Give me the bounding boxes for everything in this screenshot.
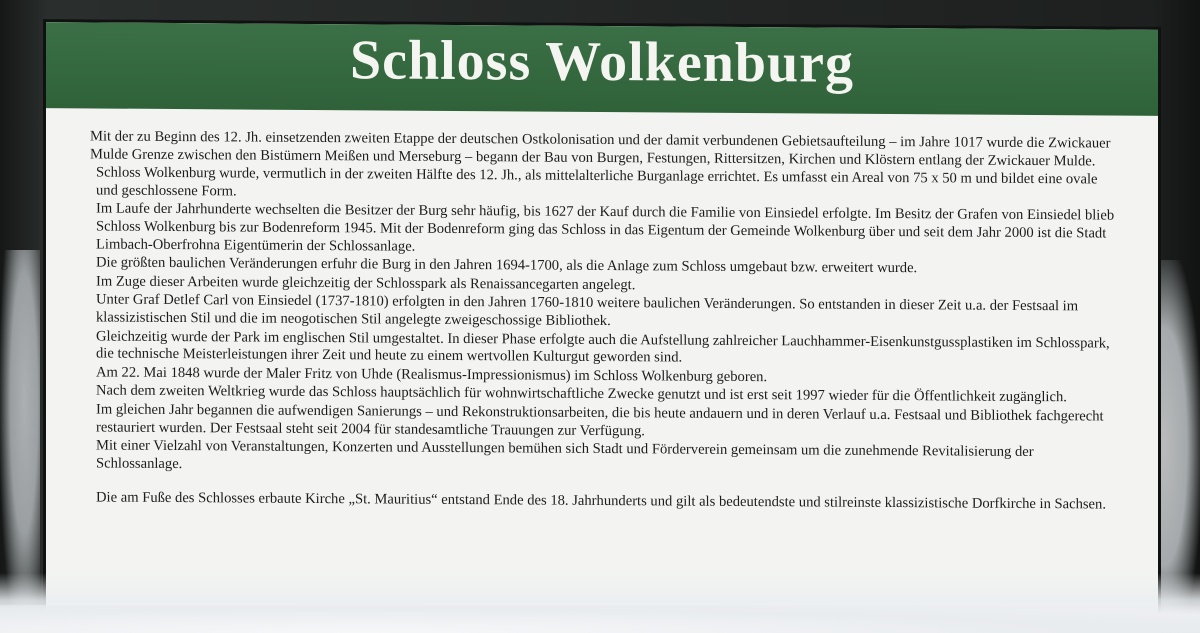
title-bar [46,22,1158,116]
paragraph-owners: Im Laufe der Jahrhunderte wechselten die Besitzer der Burg sehr häufig, bis 1627 der Kauf durch die Familie von Einsiedel erfolgte. Im Besitz der Grafen von Einsiedel blieb Schloss Wolkenburg bis zur Bodenreform 1945. Mit der Bodenreform ging das Schloss in das Eigentum der Gemeinde Wolkenburg über und seit dem Jahr 2000 ist die Stadt Limbach-Oberfrohna Eigentümerin der Schlossanlage. [96,200,1115,255]
paragraph-garden: Im Zuge dieser Arbeiten wurde gleichzeitig der Schlosspark als Renaissancegarten angelegt. [96,273,636,293]
sign-text [90,128,1120,515]
paragraph-park: Gleichzeitig wurde der Park im englischen Stil umgestaltet. In dieser Phase erfolgte auch die Aufstellung zahlreicher Lauchhammer-Eisenkunstgussplastiken im Schlosspark, die technische Meisterleistungen ihrer Zeit und heute zu einem wertvollen Kulturgut geworden sind. [96,327,1110,366]
sign-title: Schloss Wolkenburg [349,29,855,95]
paragraph-einsiedel: Unter Graf Detlef Carl von Einsiedel (1737-1810) erfolgten in den Jahren 1760-1810 weitere baulichen Veränderungen. So entstanden in dieser Zeit u.a. der Festsaal im klassizistischen Stil und die im neogotischen Stil angelegte zweigeschossige Bibliothek. [96,291,1079,329]
paragraph-uhde: Am 22. Mai 1848 wurde der Maler Fritz von Uhde (Realismus-Impressionismus) im Schloss Wolkenburg geboren. [96,364,768,385]
paragraph-restoration: Im gleichen Jahr begannen die aufwendigen Sanierungs – und Rekonstruktionsarbeiten, die bis heute andauern und in deren Verlauf u.a. Festsaal und Bibliothek fachgerecht restauriert wurden. Der Festsaal steht seit 2004 für standesamtliche Trauungen zur Verfügung. [96,401,1104,439]
paragraph-church: Die am Fuße des Schlosses erbaute Kirche „St. Mauritius“ entstand Ende des 18. Jahrhunderts und gilt als bedeutendste und stilreinste klassizistische Dorfkirche in Sachsen. [96,489,1106,513]
paragraph-history: Mit der zu Beginn des 12. Jh. einsetzenden zweiten Etappe der deutschen Ostkolonisation und der damit verbundenen Gebietsaufteilung – im Jahre 1017 wurde die Zwickauer Mulde Grenze zwischen den Bistümern Meißen und Merseburg – begann der Bau von Burgen, Festungen, Rittersitzen, Kirchen und Klöstern entlang der Zwickauer Mulde. [90,128,1111,170]
paragraph-postwar: Nach dem zweiten Weltkrieg wurde das Schloss hauptsächlich für wohnwirtschaftliche Zwecke genutzt und ist erst seit 1997 wieder für die Öffentlichkeit zugänglich. [96,382,1067,406]
paragraph-rebuild: Die größten baulichen Veränderungen erfuhr die Burg in den Jahren 1694-1700, als die Anlage zum Schloss umgebaut bzw. erweitert wurde. [96,254,918,277]
info-sign-board [46,22,1158,620]
paragraph-events: Mit einer Vielzahl von Veranstaltungen, Konzerten und Ausstellungen bemühen sich Stadt und Förderverein gemeinsam um die zunehmende Revitalisierung der Schlossanlage. [96,437,1034,472]
snow-drift [0,605,1200,633]
paragraph-origin: Schloss Wolkenburg wurde, vermutlich in der zweiten Hälfte des 12. Jh., als mittelalterliche Burganlage errichtet. Es umfasst ein Areal von 75 x 50 m und bildet eine ovale und geschlossene Form. [96,164,1098,200]
